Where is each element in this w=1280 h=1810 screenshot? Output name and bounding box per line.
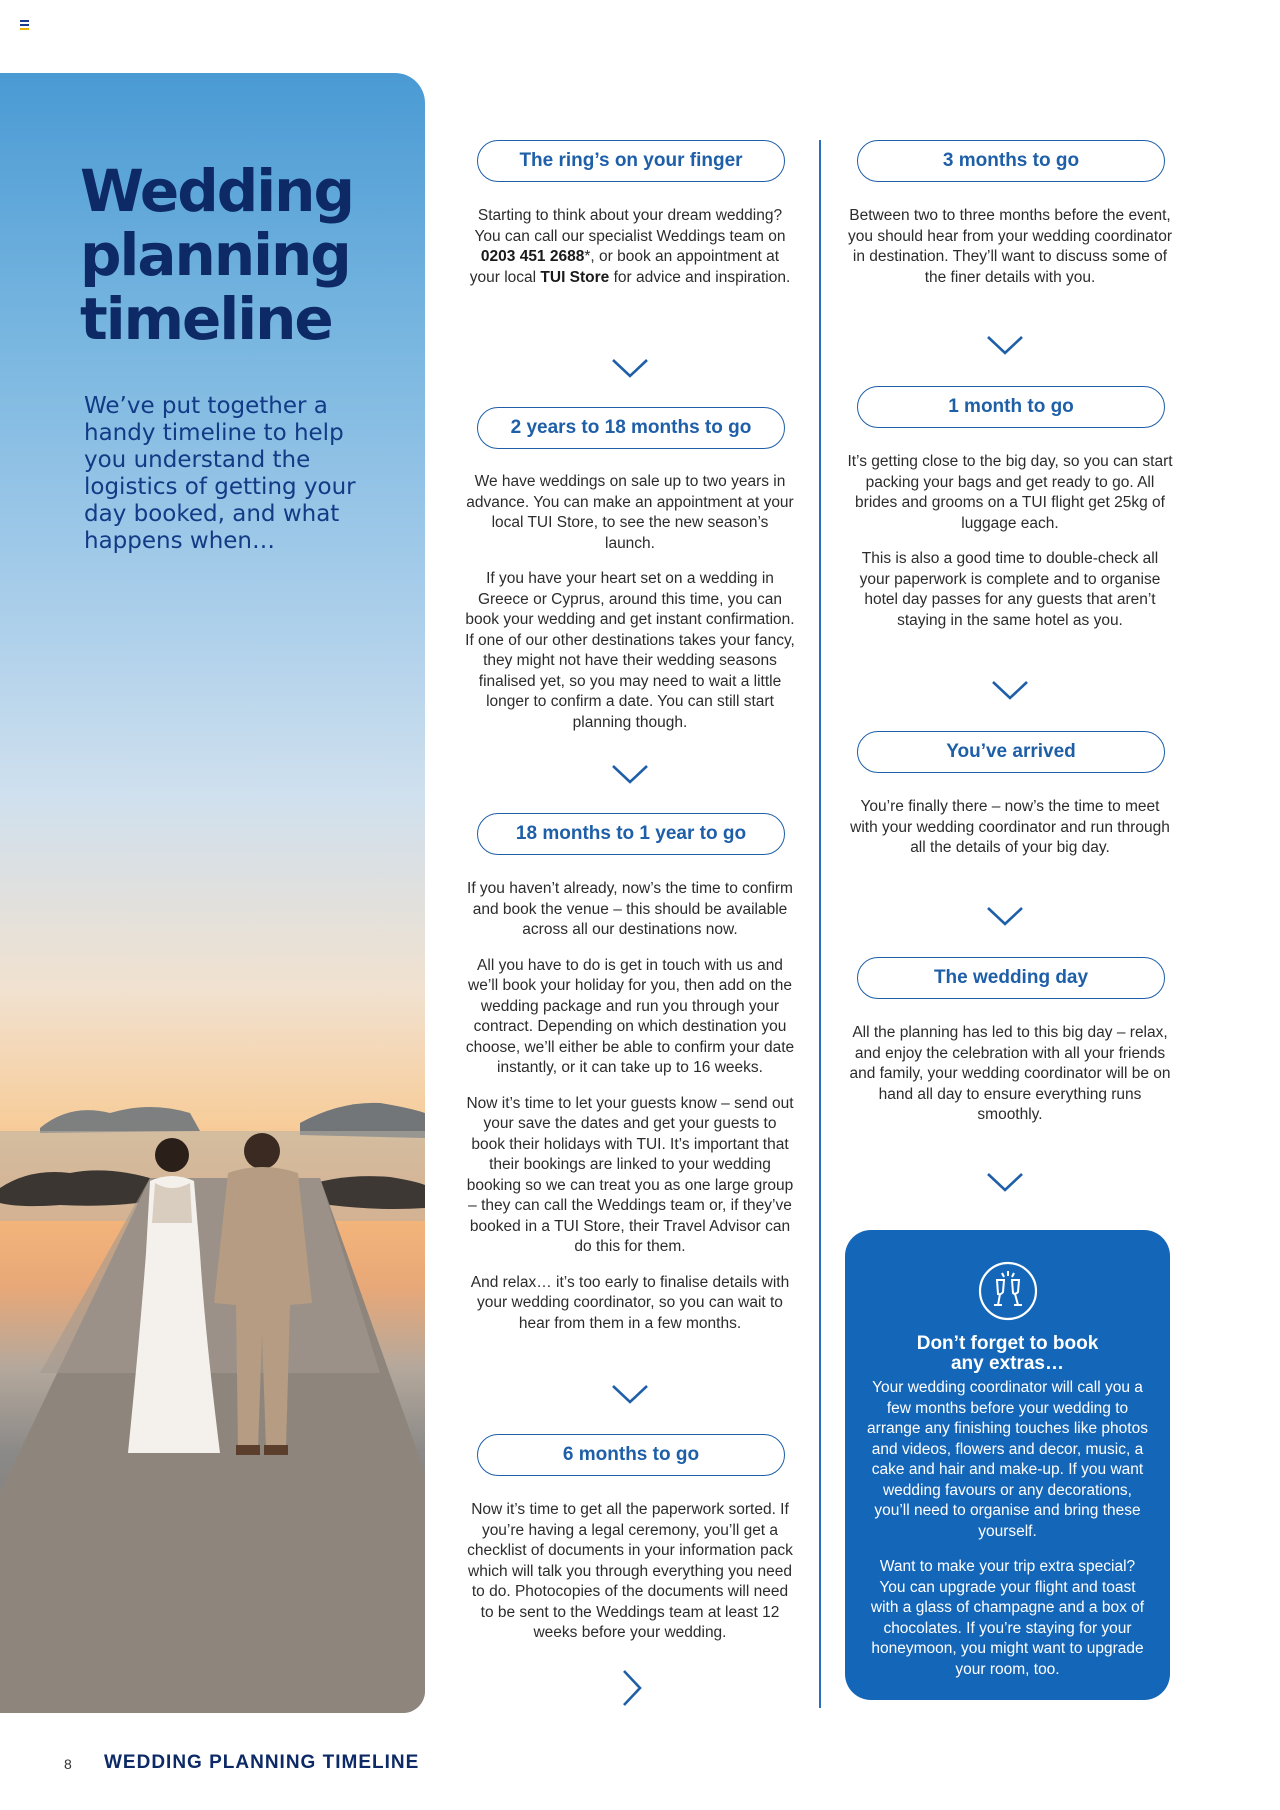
chevron-down-icon	[985, 333, 1025, 357]
phone-number[interactable]: 0203 451 2688	[480, 248, 585, 265]
extras-description: Your wedding coordinator will call you a few months before your wedding to arrange any finishing touches like photos and videos, flowers and decor, music, a cake and hair and make-up. If you want wedding favours or any decorations, you’ll need to organise and bring these yourself. Want to make your trip extra special? You can upgrade your flight and toast with a glass of champagne and a box of chocolates. If you’re staying for your honeymoon, you might want to upgrade your room, too.	[867, 1379, 1148, 1678]
step-title: 18 months to 1 year to go	[477, 813, 785, 855]
step-description: You’re finally there – now’s the time to meet with your wedding coordinator and run through all the details of your big day.	[850, 798, 1170, 856]
chevron-down-icon	[990, 678, 1030, 702]
step-description: If you haven’t already, now’s the time to confirm and book the venue – this should be available across all our destinations now. All you have to do is get in touch with us and we’ll book your holiday for you, then add on the wedding package and run you through your contract. Depending on which destination you choose, we’ll either be able to confirm your date instantly, or it can take up to 16 weeks. Now it’s time to let your guests know – send out your save the dates and get your guests to book their holidays with TUI. It’s important that their bookings are linked to your wedding booking so we can treat you as one large group – they can call the Weddings team or, if they’ve booked in a TUI Store, their Travel Advisor can do this for them. And relax… it’s too early to finalise details with your wedding coordinator, so you can wait to hear from them in a few months.	[465, 880, 795, 1332]
step-description: Starting to think about your dream wedding? You can call our specialist Weddings team on 0203 451 2688*, or book an appointment at your local TUI Store for advice and inspiration.	[469, 207, 791, 286]
timeline-divider	[819, 140, 821, 1708]
step-description: Between two to three months before the event, you should hear from your wedding coordinator in destination. They’ll want to discuss some of the finer details with you.	[848, 207, 1172, 286]
page-number: 8	[64, 1756, 72, 1772]
step-title: 2 years to 18 months to go	[477, 407, 785, 449]
extras-callout	[845, 1230, 1170, 1700]
extras-heading: Don’t forget to book any extras…	[916, 1333, 1099, 1374]
hero-panel	[0, 73, 425, 1713]
step-description: We have weddings on sale up to two years in advance. You can make an appointment at your local TUI Store, to see the new season’s launch. If you have your heart set on a wedding in Greece or Cyprus, around this time, you can book your wedding and get instant confirmation. If one of our other destinations takes your fancy, they might not have their wedding seasons finalised yet, so you may need to wait a little longer to confirm a date. You can still start planning though.	[465, 473, 795, 731]
champagne-glasses-icon	[977, 1260, 1039, 1322]
step-description: Now it’s time to get all the paperwork sorted. If you’re having a legal ceremony, you’ll get a checklist of documents in your information pack which will talk you through everything you need to do. Photocopies of the documents will need to be sent to the Weddings team at least 12 weeks before your wedding.	[467, 1501, 793, 1641]
corner-mark	[20, 20, 29, 30]
step-title: 3 months to go	[857, 140, 1165, 182]
chevron-down-icon	[610, 356, 650, 380]
step-description: It’s getting close to the big day, so you can start packing your bags and get ready to go. All brides and grooms on a TUI flight get 25kg of luggage each. This is also a good time to double-check all your paperwork is complete and to organise hotel day passes for any guests that aren’t staying in the same hotel as you.	[847, 453, 1173, 629]
chevron-down-icon	[610, 762, 650, 786]
title-line: timeline	[80, 285, 332, 353]
intro-text: We’ve put together a handy timeline to help you understand the logistics of getting your day booked, and what happens when…	[84, 393, 356, 554]
chevron-down-icon	[985, 1170, 1025, 1194]
section-title: WEDDING PLANNING TIMELINE	[104, 1752, 420, 1773]
step-title: The wedding day	[857, 957, 1165, 999]
page-title	[80, 159, 400, 351]
chevron-right-icon	[620, 1668, 644, 1708]
step-description: All the planning has led to this big day – relax, and enjoy the celebration with all your friends and family, your wedding coordinator will be on hand all day to ensure everything runs smoothly.	[849, 1024, 1171, 1123]
title-line: Wedding	[80, 157, 353, 225]
chevron-down-icon	[610, 1382, 650, 1406]
title-line: planning	[80, 221, 350, 289]
step-title: 6 months to go	[477, 1434, 785, 1476]
step-title: The ring’s on your finger	[477, 140, 785, 182]
tui-store-link[interactable]: TUI Store	[540, 268, 610, 286]
chevron-down-icon	[985, 904, 1025, 928]
step-title: You’ve arrived	[857, 731, 1165, 773]
step-title: 1 month to go	[857, 386, 1165, 428]
